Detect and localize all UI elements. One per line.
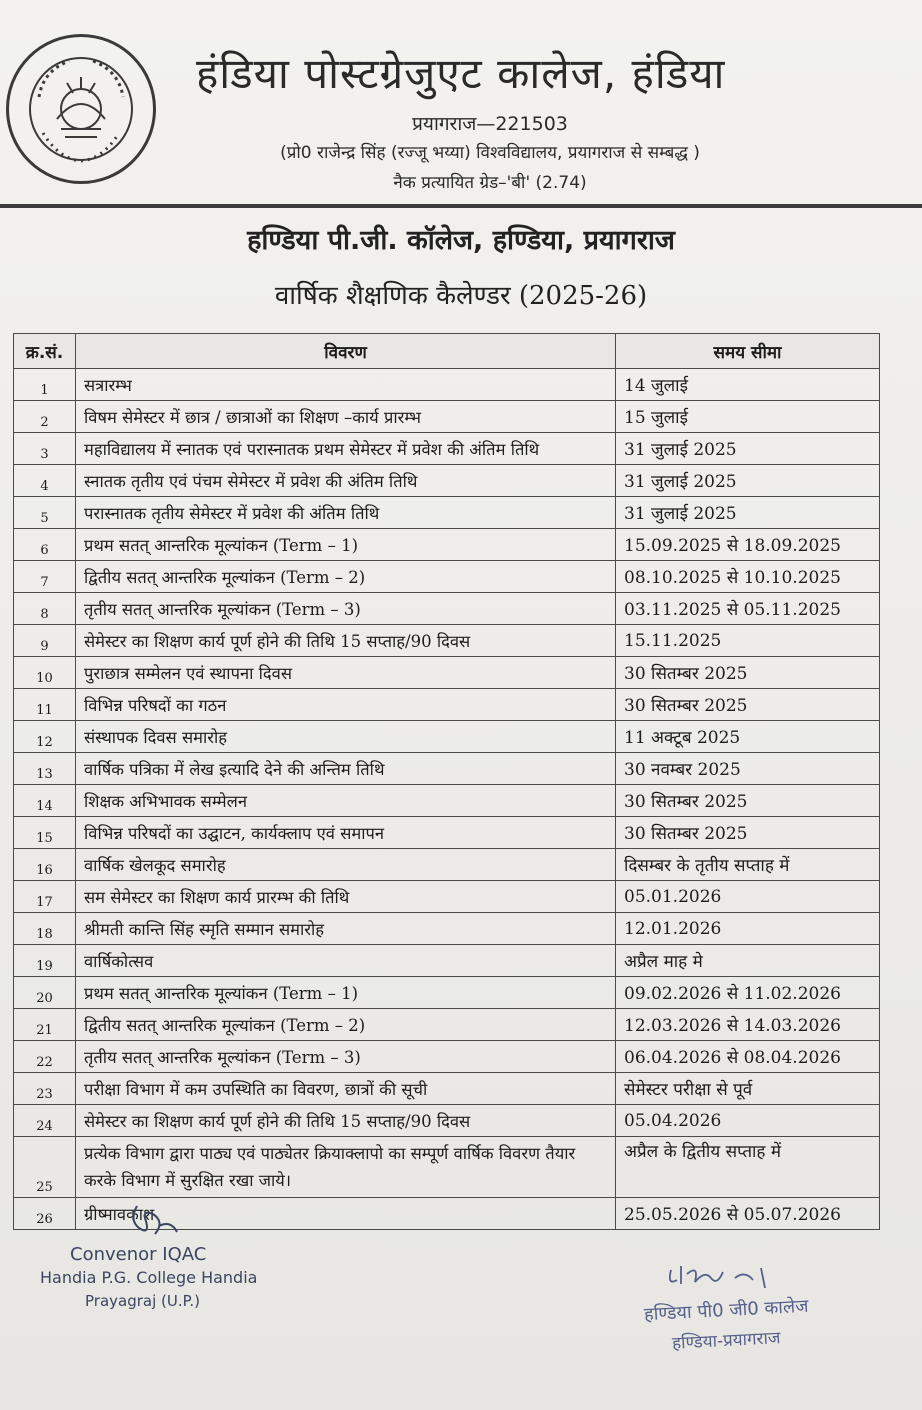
row-deadline: सेमेस्टर परीक्षा से पूर्व: [616, 1073, 880, 1105]
table-row: [14, 817, 880, 849]
row-description: सेमेस्टर का शिक्षण कार्य पूर्ण होने की तिथि 15 सप्ताह/90 दिवस: [76, 1105, 616, 1137]
row-description: परीक्षा विभाग में कम उपस्थिति का विवरण, छात्रों की सूची: [76, 1073, 616, 1105]
table-row: [14, 561, 880, 593]
table-row: [14, 433, 880, 465]
row-deadline: 31 जुलाई 2025: [616, 497, 880, 529]
row-description: महाविद्यालय में स्नातक एवं परास्नातक प्रथम सेमेस्टर में प्रवेश की अंतिम तिथि: [76, 433, 616, 465]
table-row: [14, 1073, 880, 1105]
row-deadline: अप्रैल माह मे: [616, 945, 880, 977]
row-serial: 19: [14, 945, 76, 977]
row-description: तृतीय सतत् आन्तरिक मूल्यांकन (Term – 3): [76, 593, 616, 625]
row-serial: 12: [14, 721, 76, 753]
row-deadline: 15.09.2025 से 18.09.2025: [616, 529, 880, 561]
row-deadline: 30 सितम्बर 2025: [616, 689, 880, 721]
table-row: [14, 625, 880, 657]
row-description: सम सेमेस्टर का शिक्षण कार्य प्रारम्भ की तिथि: [76, 881, 616, 913]
row-deadline: 30 सितम्बर 2025: [616, 657, 880, 689]
table-row: [14, 977, 880, 1009]
row-description: तृतीय सतत् आन्तरिक मूल्यांकन (Term – 3): [76, 1041, 616, 1073]
calendar-subtitle: वार्षिक शैक्षणिक कैलेण्डर (2025-26): [274, 281, 648, 311]
row-deadline: 03.11.2025 से 05.11.2025: [616, 593, 880, 625]
table-row: [14, 1105, 880, 1137]
table-row: [14, 753, 880, 785]
row-description: श्रीमती कान्ति सिंह स्मृति सम्मान समारोह: [76, 913, 616, 945]
row-serial: 2: [14, 401, 76, 433]
row-serial: 22: [14, 1041, 76, 1073]
row-deadline: 25.05.2026 से 05.07.2026: [616, 1198, 880, 1230]
row-serial: 23: [14, 1073, 76, 1105]
row-deadline: 30 सितम्बर 2025: [616, 785, 880, 817]
row-deadline: 06.04.2026 से 08.04.2026: [616, 1041, 880, 1073]
row-deadline: 31 जुलाई 2025: [616, 433, 880, 465]
row-deadline: अप्रैल के द्वितीय सप्ताह में: [616, 1137, 880, 1198]
document-title: हण्डिया पी.जी. कॉलेज, हण्डिया, प्रयागराज: [247, 225, 675, 256]
row-serial: 9: [14, 625, 76, 657]
table-row: [14, 401, 880, 433]
principal-signature-icon: [665, 1260, 775, 1294]
row-deadline: 15.11.2025: [616, 625, 880, 657]
row-serial: 18: [14, 913, 76, 945]
table-row: [14, 465, 880, 497]
row-description: प्रथम सतत् आन्तरिक मूल्यांकन (Term – 1): [76, 529, 616, 561]
college-city: प्रयागराज—221503: [412, 113, 568, 135]
academic-calendar-table: [13, 333, 880, 1230]
table-row: [14, 785, 880, 817]
college-affiliation: (प्रो0 राजेन्द्र सिंह (रज्जू भय्या) विश्वविद्यालय, प्रयागराज से सम्बद्ध ): [280, 143, 700, 163]
table-row: [14, 497, 880, 529]
table-row: [14, 689, 880, 721]
row-serial: 17: [14, 881, 76, 913]
row-serial: 25: [14, 1137, 76, 1198]
row-description: वार्षिक पत्रिका में लेख इत्यादि देने की अन्तिम तिथि: [76, 753, 616, 785]
row-serial: 15: [14, 817, 76, 849]
row-description: वार्षिकोत्सव: [76, 945, 616, 977]
convenor-signature-icon: [125, 1200, 185, 1244]
row-deadline: 31 जुलाई 2025: [616, 465, 880, 497]
header-divider: [0, 204, 922, 208]
row-description: प्रत्येक विभाग द्वारा पाठ्य एवं पाठ्येतर क्रियाक्लापो का सम्पूर्ण वार्षिक विवरण तैयार करके विभाग में सुरक्षित रखा जाये।: [76, 1137, 616, 1198]
header-description: विवरण: [76, 334, 616, 369]
table-row: [14, 849, 880, 881]
row-deadline: 30 सितम्बर 2025: [616, 817, 880, 849]
row-description: विभिन्न परिषदों का उद्घाटन, कार्यक्लाप एवं समापन: [76, 817, 616, 849]
row-description: वार्षिक खेलकूद समारोह: [76, 849, 616, 881]
row-deadline: 11 अक्टूब 2025: [616, 721, 880, 753]
row-description: प्रथम सतत् आन्तरिक मूल्यांकन (Term – 1): [76, 977, 616, 1009]
row-deadline: 14 जुलाई: [616, 369, 880, 401]
row-serial: 3: [14, 433, 76, 465]
row-description: द्वितीय सतत् आन्तरिक मूल्यांकन (Term – 2): [76, 561, 616, 593]
row-deadline: 30 नवम्बर 2025: [616, 753, 880, 785]
table-header-row: [14, 334, 880, 369]
row-serial: 6: [14, 529, 76, 561]
row-deadline: 09.02.2026 से 11.02.2026: [616, 977, 880, 1009]
row-deadline: 08.10.2025 से 10.10.2025: [616, 561, 880, 593]
header-deadline: समय सीमा: [616, 334, 880, 369]
row-serial: 4: [14, 465, 76, 497]
row-serial: 24: [14, 1105, 76, 1137]
row-serial: 16: [14, 849, 76, 881]
convenor-title: Convenor IQAC: [70, 1244, 207, 1265]
row-description: संस्थापक दिवस समारोह: [76, 721, 616, 753]
row-deadline: दिसम्बर के तृतीय सप्ताह में: [616, 849, 880, 881]
row-deadline: 05.04.2026: [616, 1105, 880, 1137]
row-description: ग्रीष्मावकाश: [76, 1198, 616, 1230]
convenor-location: Prayagraj (U.P.): [85, 1292, 200, 1310]
row-description: पुराछात्र सम्मेलन एवं स्थापना दिवस: [76, 657, 616, 689]
table-row: [14, 945, 880, 977]
row-description: द्वितीय सतत् आन्तरिक मूल्यांकन (Term – 2): [76, 1009, 616, 1041]
row-serial: 8: [14, 593, 76, 625]
naac-grade: नैक प्रत्यायित ग्रेड–'बी' (2.74): [393, 173, 587, 193]
table-row: [14, 593, 880, 625]
table-row: [14, 1041, 880, 1073]
college-name-heading: हंडिया पोस्टग्रेजुएट कालेज, हंडिया: [196, 49, 726, 98]
row-serial: 13: [14, 753, 76, 785]
row-description: विभिन्न परिषदों का गठन: [76, 689, 616, 721]
table-row: [14, 657, 880, 689]
row-serial: 5: [14, 497, 76, 529]
row-description: शिक्षक अभिभावक सम्मेलन: [76, 785, 616, 817]
row-deadline: 12.03.2026 से 14.03.2026: [616, 1009, 880, 1041]
row-serial: 1: [14, 369, 76, 401]
table-row: [14, 721, 880, 753]
row-description: स्नातक तृतीय एवं पंचम सेमेस्टर में प्रवेश की अंतिम तिथि: [76, 465, 616, 497]
seal-emblem-icon: [9, 37, 153, 181]
row-serial: 26: [14, 1198, 76, 1230]
college-seal-logo: [6, 34, 156, 184]
row-serial: 20: [14, 977, 76, 1009]
row-description: सत्रारम्भ: [76, 369, 616, 401]
table-row: [14, 1137, 880, 1198]
row-description: परास्नातक तृतीय सेमेस्टर में प्रवेश की अंतिम तिथि: [76, 497, 616, 529]
row-deadline: 05.01.2026: [616, 881, 880, 913]
convenor-college: Handia P.G. College Handia: [40, 1268, 258, 1287]
row-deadline: 12.01.2026: [616, 913, 880, 945]
principal-stamp-location: हण्डिया-प्रयागराज: [671, 1328, 782, 1354]
row-serial: 7: [14, 561, 76, 593]
table-row: [14, 369, 880, 401]
row-description: विषम सेमेस्टर में छात्र / छात्राओं का शिक्षण –कार्य प्रारम्भ: [76, 401, 616, 433]
table-row: [14, 1009, 880, 1041]
header-serial-number: क्र.सं.: [14, 334, 76, 369]
row-serial: 14: [14, 785, 76, 817]
row-deadline: 15 जुलाई: [616, 401, 880, 433]
table-row: [14, 881, 880, 913]
row-description: सेमेस्टर का शिक्षण कार्य पूर्ण होने की तिथि 15 सप्ताह/90 दिवस: [76, 625, 616, 657]
row-serial: 11: [14, 689, 76, 721]
principal-stamp-college: हण्डिया पी0 जी0 कालेज: [643, 1295, 809, 1326]
table-row: [14, 913, 880, 945]
row-serial: 21: [14, 1009, 76, 1041]
table-row: [14, 529, 880, 561]
row-serial: 10: [14, 657, 76, 689]
